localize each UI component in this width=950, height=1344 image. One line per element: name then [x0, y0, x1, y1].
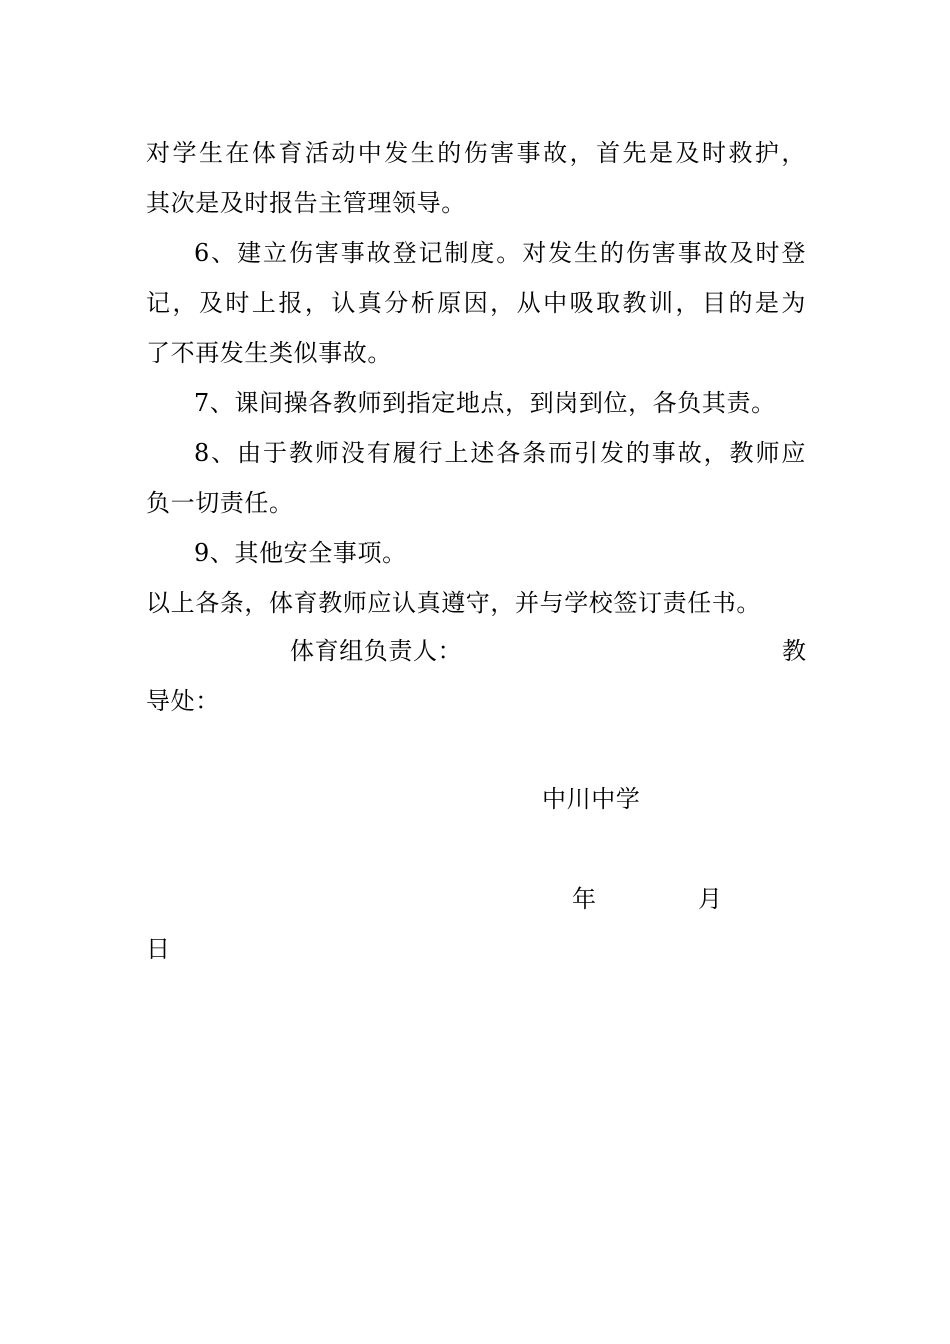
- paragraph-6-line-3: 了不再发生类似事故。: [146, 339, 392, 367]
- date-month-label: 月: [698, 885, 723, 913]
- paragraph-5-line-1: 对学生在体育活动中发生的伤害事故，首先是及时救护，: [146, 139, 806, 167]
- school-name: 中川中学: [542, 785, 641, 813]
- date-day-label: 日: [146, 935, 171, 963]
- paragraph-5-line-2: 其次是及时报告主管理领导。: [146, 189, 466, 217]
- paragraph-8-line-1: 8、由于教师没有履行上述各条而引发的事故，教师应: [194, 439, 806, 467]
- paragraph-6-line-1: 6、建立伤害事故登记制度。对发生的伤害事故及时登: [194, 239, 806, 267]
- paragraph-9-line-1: 9、其他安全事项。: [194, 539, 407, 567]
- closing-statement: 以上各条，体育教师应认真遵守，并与学校签订责任书。: [146, 589, 761, 617]
- paragraph-8-line-2: 负一切责任。: [146, 489, 294, 517]
- academic-office-label-part1: 教: [782, 637, 807, 665]
- sports-group-leader-label: 体育组负责人：: [290, 637, 463, 665]
- paragraph-6-line-2: 记，及时上报，认真分析原因，从中吸取教训，目的是为: [146, 289, 806, 317]
- paragraph-7-line-1: 7、课间操各教师到指定地点，到岗到位，各负其责。: [194, 389, 776, 417]
- date-year-label: 年: [572, 885, 597, 913]
- academic-office-label-part2: 导处：: [146, 687, 220, 715]
